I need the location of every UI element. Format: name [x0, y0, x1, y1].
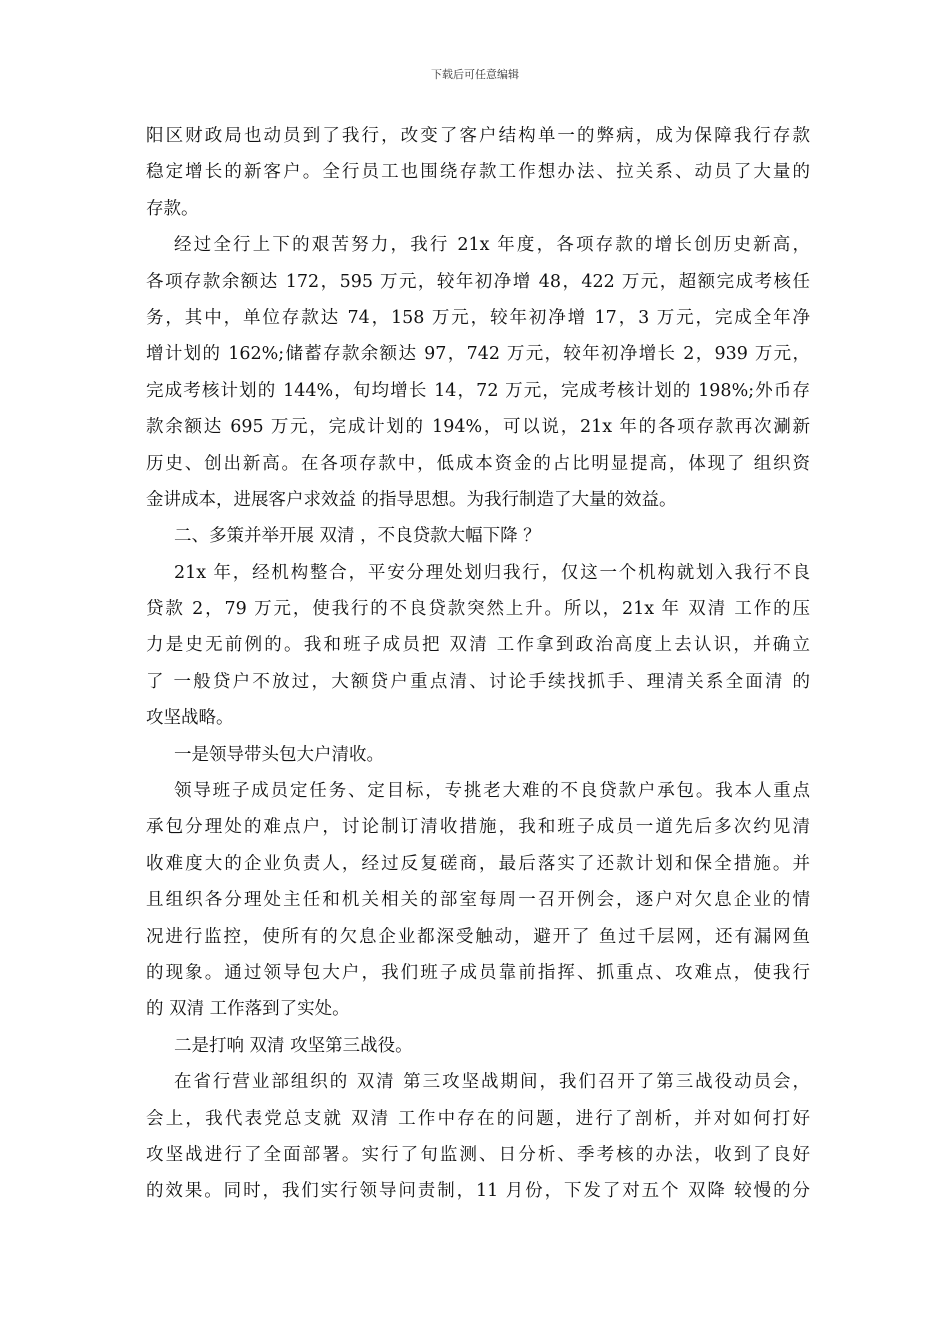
- text-line: 且组织各分理处主任和机关相关的部室每周一召开例会，逐户对欠息企业的情: [146, 890, 810, 911]
- text-line: 二、多策并举开展 双清 ，不良贷款大幅下降 ？: [174, 526, 541, 547]
- document-body: [146, 118, 810, 1210]
- text-line: 的 双清 工作落到了实处。: [146, 999, 350, 1020]
- text-line: 务，其中，单位存款达 74，158 万元，较年初净增 17，3 万元，完成全年净: [146, 307, 810, 328]
- text-line: 在省行营业部组织的 双清 第三攻坚战期间，我们召开了第三战役动员会，: [174, 1072, 810, 1093]
- text-line: 经过全行上下的艰苦努力，我行 21x 年度，各项存款的增长创历史新高，: [174, 235, 810, 256]
- text-line: 完成考核计划的 144%，旬均增长 14，72 万元，完成考核计划的 198%;外币存: [146, 380, 810, 401]
- text-line: 况进行监控，使所有的欠息企业都深受触动，避开了 鱼过千层网，还有漏网鱼: [146, 926, 810, 947]
- text-line: 攻坚战略。: [146, 708, 234, 729]
- text-line: 的效果。同时，我们实行领导问责制，11 月份，下发了对五个 双降 较慢的分: [146, 1181, 810, 1202]
- text-line: 历史、创出新高。在各项存款中，低成本资金的占比明显提高，体现了 组织资: [146, 453, 810, 474]
- text-line: 收难度大的企业负责人，经过反复磋商，最后落实了还款计划和保全措施。并: [146, 853, 810, 874]
- page-header: 下载后可任意编辑: [431, 68, 519, 81]
- text-line: 二是打响 双清 攻坚第三战役。: [174, 1035, 413, 1056]
- text-line: 会上，我代表党总支就 双清 工作中存在的问题，进行了剖析，并对如何打好: [146, 1108, 810, 1129]
- text-line: 贷款 2，79 万元，使我行的不良贷款突然上升。所以，21x 年 双清 工作的压: [146, 599, 810, 620]
- text-line: 各项存款余额达 172，595 万元，较年初净增 48，422 万元，超额完成考核任: [146, 271, 810, 292]
- text-line: 了 一般贷户不放过，大额贷户重点清、讨论手续找抓手、理清关系全面清 的: [146, 671, 810, 692]
- text-line: 存款。: [146, 198, 199, 219]
- text-line: 力是史无前例的。我和班子成员把 双清 工作拿到政治高度上去认识，并确立: [146, 635, 810, 656]
- text-line: 一是领导带头包大户清收。: [174, 744, 384, 765]
- text-line: 的现象。通过领导包大户，我们班子成员靠前指挥、抓重点、攻难点，使我行: [146, 962, 810, 983]
- text-line: 稳定增长的新客户。全行员工也围绕存款工作想办法、拉关系、动员了大量的: [146, 162, 810, 183]
- text-line: 21x 年，经机构整合，平安分理处划归我行，仅这一个机构就划入我行不良: [174, 562, 810, 583]
- text-line: 增计划的 162%;储蓄存款余额达 97，742 万元，较年初净增长 2，939 万元，: [146, 344, 810, 365]
- text-line: 阳区财政局也动员到了我行，改变了客户结构单一的弊病，成为保障我行存款: [146, 126, 810, 146]
- text-line: 款余额达 695 万元，完成计划的 194%，可以说，21x 年的各项存款再次涮新: [146, 417, 810, 438]
- text-line: 金讲成本，进展客户求效益 的指导思想。为我行制造了大量的效益。: [146, 489, 677, 510]
- text-line: 攻坚战进行了全面部署。实行了旬监测、日分析、季考核的办法，收到了良好: [146, 1144, 810, 1165]
- text-line: 承包分理处的难点户，讨论制订清收措施，我和班子成员一道先后多次约见清: [146, 817, 810, 838]
- text-line: 领导班子成员定任务、定目标，专挑老大难的不良贷款户承包。我本人重点: [174, 781, 810, 802]
